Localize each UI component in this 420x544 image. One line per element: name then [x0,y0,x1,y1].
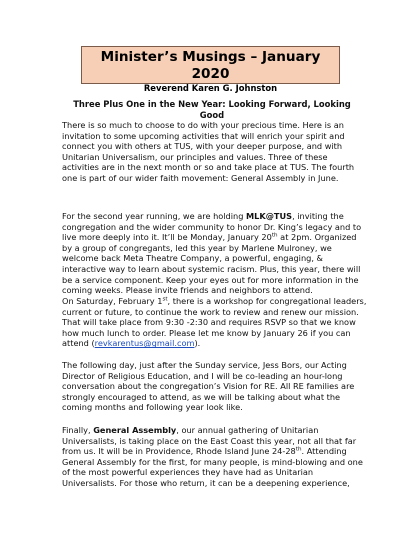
text-line: by a group of congregants, led this year by Marlene Mulroney, we [62,242,332,253]
author-line: Reverend Karen G. Johnston [143,83,278,93]
text-line: There is so much to choose to do with your precious time. Here is an [62,120,344,130]
paragraph-general-assembly [62,425,372,489]
text-span: live more deeply into it. It’ll be Monday, January 20 [62,232,272,243]
text-line: invitation to some upcoming activities that will enrich your spirit and [62,130,345,141]
text-line: conversation about the congregation’s Vision for RE. All RE families are [62,381,355,392]
text-line [62,232,372,243]
paragraph-mlk [62,211,372,296]
text-span: Finally, [62,425,94,435]
text-line: congregation and the wider community to honor Dr. King’s legacy and to [62,221,362,232]
text-span: For the second year running, we are holding [62,211,247,221]
text-line: Universalists. For those who return, it can be a deepening experience, [62,477,350,488]
ordinal-suffix: th [295,446,302,453]
paragraph-workshop [62,296,372,349]
text-line: Unitarian Universalism, our principles and values. Three of these [62,151,328,162]
text-line: coming weeks. Please invite friends and neighbors to attend. [62,285,313,296]
text-line: Universalists, is taking place on the East Coast this year, not all that far [62,435,357,446]
text-line: current or future, to continue the work to review and renew our mission. [62,306,359,317]
text-line [62,296,372,307]
text-line: of the most powerful experiences they have had as Unitarian [62,467,314,478]
text-line [62,425,372,436]
paragraph-re-vision [62,360,372,413]
text-line: General Assembly for the first, for many people, is mind-blowing and one [62,456,363,467]
text-span: . Attending [301,446,347,457]
text-line: interactive way to learn about systemic racism. Plus, this year, there will [62,263,361,274]
event-name-mlk: MLK@TUS [246,211,293,221]
text-line: coming months and following year look like. [62,402,243,413]
paragraph-intro [62,120,372,184]
text-line: strongly encouraged to attend, as we will be talking about what the [62,391,341,402]
text-span: , our annual gathering of Unitarian [176,425,319,435]
text-line [62,446,372,457]
ordinal-suffix: th [271,232,278,239]
text-span: attend ( [62,338,95,349]
text-span: at 2pm. Organized [277,232,357,243]
text-span: , there is a workshop for congregational leaders, [167,296,367,306]
event-name-ga: General Assembly [93,425,177,435]
article-subtitle: Three Plus One in the New Year: Looking Forward, Looking Good [73,99,351,120]
text-line: Director of Religious Education, and I will be co-leading an hour-long [62,370,343,381]
text-line: be a service component. Keep your eyes out for more information in the [62,274,359,285]
text-line: connect you with others at TUS, with your deeper purpose, and with [62,141,343,152]
text-line: welcome back Meta Theatre Company, a powerful, engaging, & [62,253,323,264]
text-line [62,338,372,349]
text-span: , inviting the [292,211,344,221]
text-line [62,211,372,222]
text-line: The following day, just after the Sunday service, Jess Bors, our Acting [62,360,347,370]
text-line: activities are in the next month or so and take place at TUS. The fourth [62,162,355,173]
ordinal-suffix: st [162,296,168,303]
text-span: from us. It will be in Providence, Rhode Island June 24-28 [62,446,296,457]
email-link[interactable]: revkarentus@gmail.com [94,338,195,349]
page-title: Minister’s Musings – January 2020 [100,49,321,82]
text-line: That will take place from 9:30 -2:30 and requires RSVP so that we know [62,317,356,328]
text-line: one is part of our wider faith movement: General Assembly in June. [62,172,339,183]
text-line: how much lunch to order. Please let me know by January 26 if you can [62,327,351,338]
header-box [81,46,340,93]
text-span: On Saturday, February 1 [62,296,163,306]
text-span: ). [194,338,201,349]
